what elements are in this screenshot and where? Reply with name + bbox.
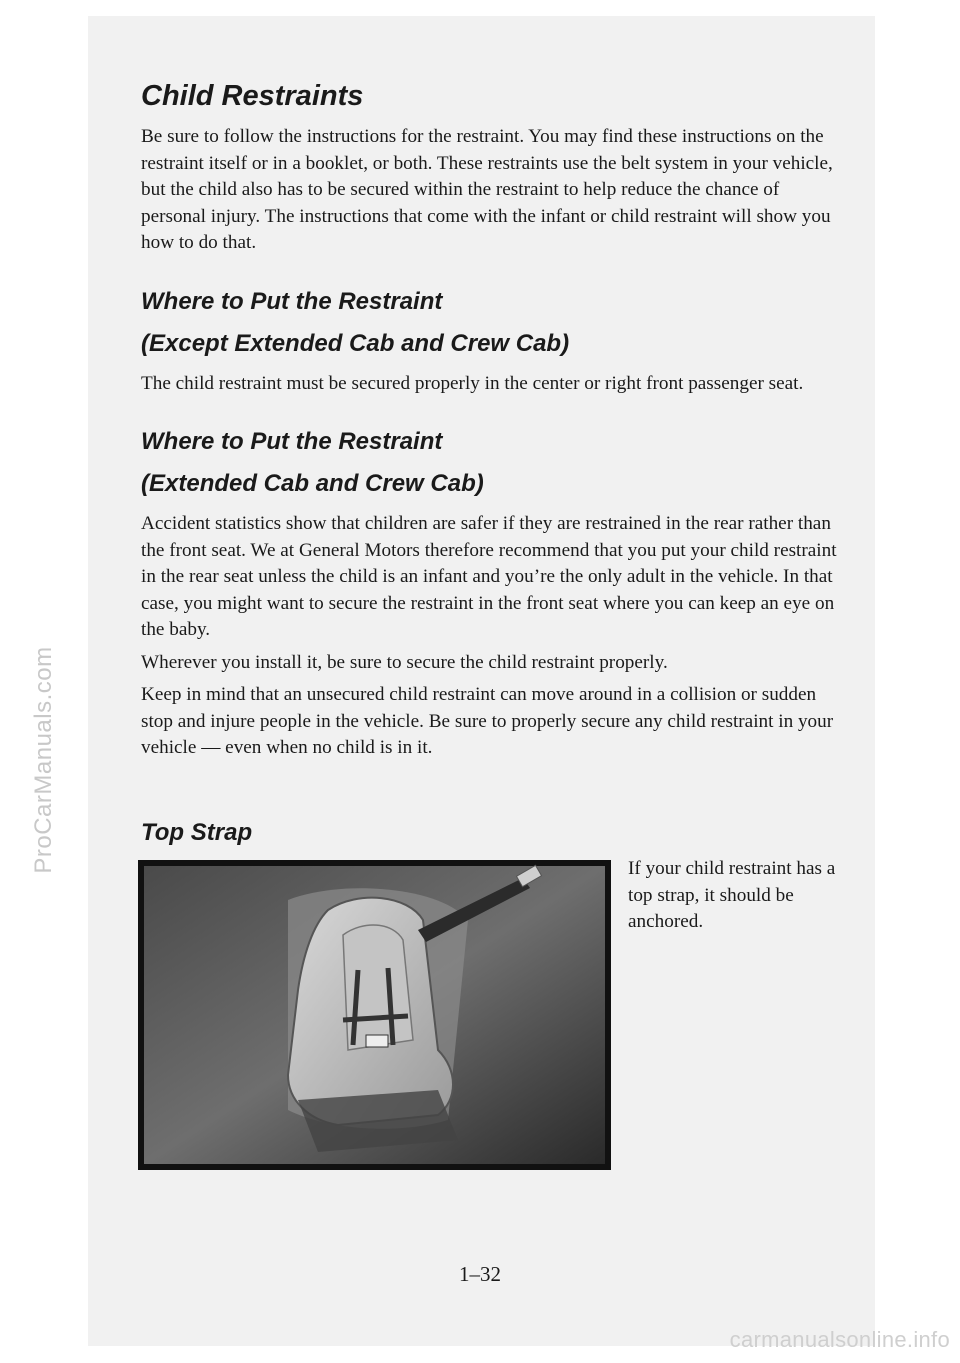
extended-paragraph-3: Keep in mind that an unsecured child restraint can move around in a collision or sudden stop and injure people in the vehicle. Be sure to properly secure any child restraint in your vehicle — even when no child is in it.: [141, 684, 834, 758]
heading-top-strap: Top Strap: [141, 819, 253, 846]
main-content: [141, 78, 841, 768]
bottom-watermark: carmanualsonline.info: [729, 1327, 950, 1352]
page-title: Child Restraints: [141, 80, 364, 112]
heading-extended-line1: Where to Put the Restraint: [141, 428, 443, 455]
except-paragraph: The child restraint must be secured properly in the center or right front passenger seat.: [141, 372, 804, 394]
extended-paragraph-1: Accident statistics show that children are safer if they are restrained in the rear rather than the front seat. We at General Motors therefore recommend that you put your child restraint in the rear seat unless the child is an infant and you’re the only adult in the vehicle. In that case, you might want to secure the restraint in the front seat where you can keep an eye on the baby.: [141, 513, 837, 640]
top-strap-text: If your child restraint has a top strap, it should be anchored.: [628, 858, 836, 932]
extended-paragraph-2: Wherever you install it, be sure to secure the child restraint properly.: [141, 651, 668, 673]
page-number: 1–32: [459, 1262, 501, 1286]
heading-except-line2: (Except Extended Cab and Crew Cab): [141, 329, 570, 357]
side-watermark: [0, 0, 88, 1363]
side-watermark-text: ProCarManuals.com: [30, 646, 57, 874]
heading-except-line1: Where to Put the Restraint: [141, 287, 443, 315]
child-seat-illustration: [138, 860, 611, 1170]
heading-extended-line2: (Extended Cab and Crew Cab): [141, 470, 484, 497]
intro-paragraph: Be sure to follow the instructions for the restraint. You may find these instructions on the restraint itself or in a booklet, or both. These restraints use the belt system in your vehicle, but the child also has to be secured within the restraint to help reduce the chance of personal injury. The instructions that come with the infant or child restraint will show you how to do that.: [141, 126, 833, 253]
